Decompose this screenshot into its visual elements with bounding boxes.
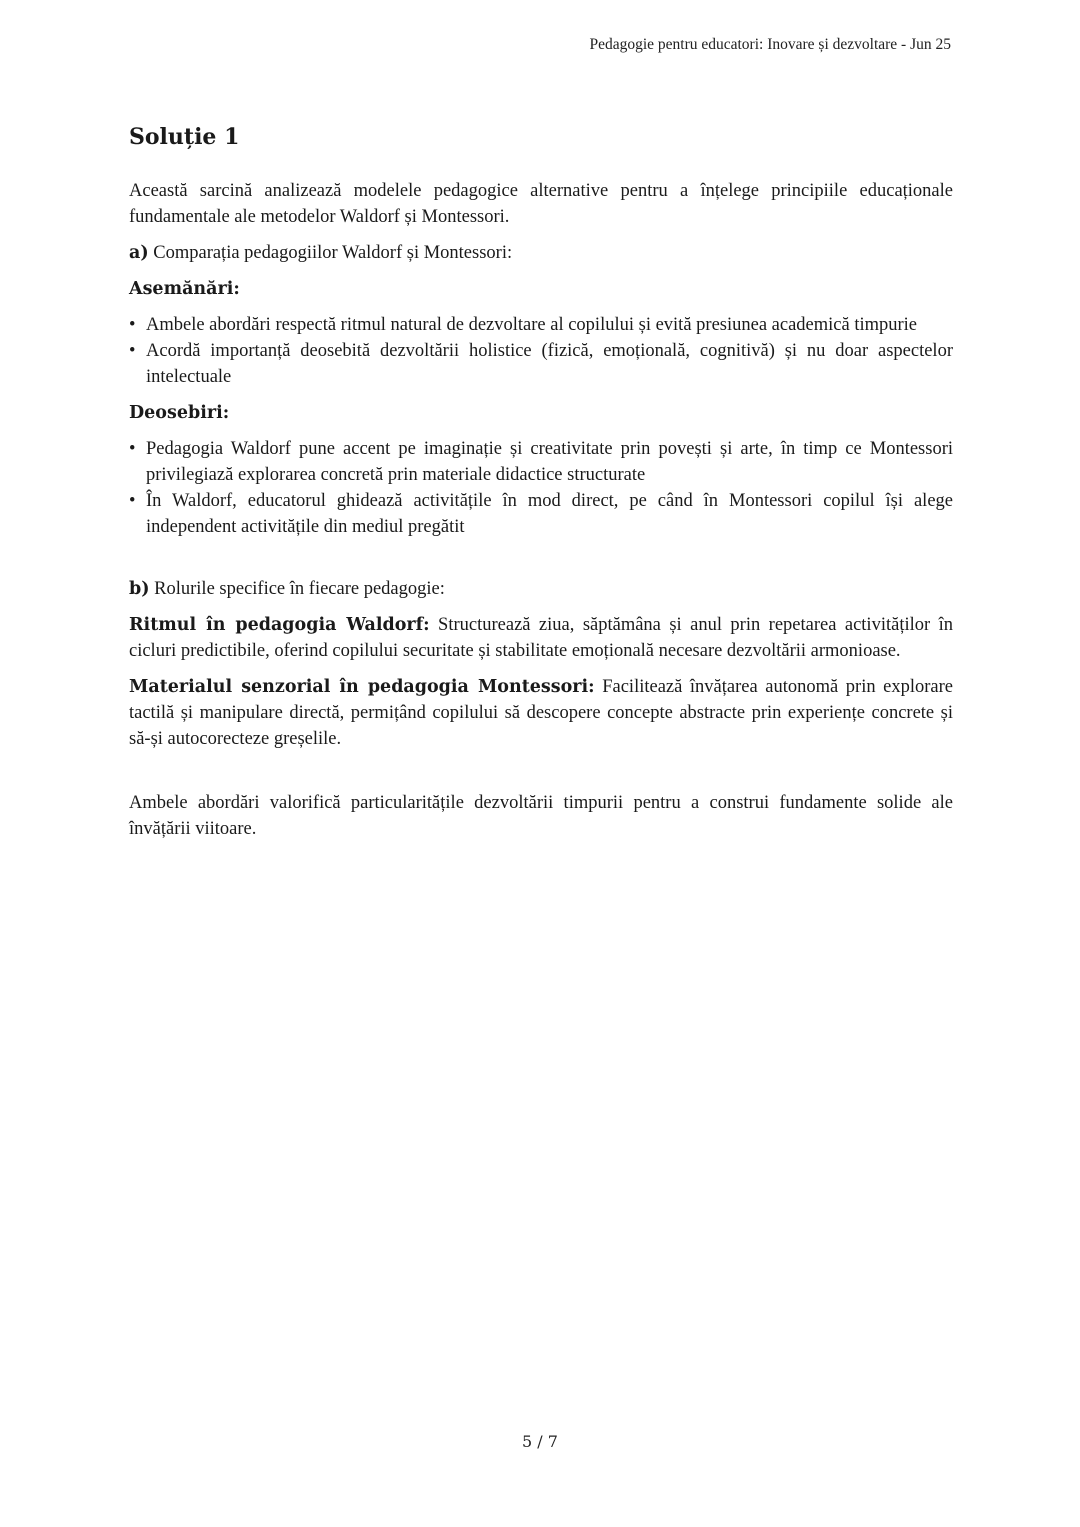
part-b-marker: b) <box>129 579 150 599</box>
rhythm-label: Ritmul în pedagogia Waldorf: <box>129 615 430 635</box>
page-content <box>129 120 953 852</box>
material-paragraph <box>129 674 953 752</box>
conclusion-paragraph: Ambele abordări valorifică particularitățile dezvoltării timpurii pentru a construi fundamente solide ale învățării viitoare. <box>129 793 953 839</box>
similarities-list <box>129 312 953 390</box>
list-item: • Pedagogia Waldorf pune accent pe imaginație și creativitate prin povești și arte, în timp ce Montessori privilegiază explorarea concretă prin materiale didactice structurate <box>129 436 953 488</box>
part-a-marker: a) <box>129 243 149 263</box>
part-b-text: Rolurile specifice în fiecare pedagogie: <box>149 579 445 599</box>
running-header: Pedagogie pentru educatori: Inovare și dezvoltare - Jun 25 <box>589 36 951 53</box>
list-item: • Acordă importanță deosebită dezvoltării holistice (fizică, emoțională, cognitivă) și nu doar aspectelor intelectuale <box>129 338 953 390</box>
rhythm-text: Structurează ziua, săptămâna și anul prin repetarea activităților în cicluri predictibile, oferind copilului securitate și stabilitate emoțională necesare dezvoltării armonioase. <box>129 615 953 661</box>
differences-heading <box>129 400 953 426</box>
page-number: 5 / 7 <box>522 1432 558 1451</box>
rhythm-paragraph <box>129 612 953 664</box>
part-a-text: Comparația pedagogiilor Waldorf și Montessori: <box>148 243 513 263</box>
intro-paragraph: Această sarcină analizează modelele pedagogice alternative pentru a înțelege principiile educaționale fundamentale ale metodelor Waldorf și Montessori. <box>129 181 953 227</box>
similarities-label: Asemănări: <box>129 279 240 299</box>
material-text: Facilitează învățarea autonomă prin explorare tactilă și manipulare directă, permițând copilului să descopere concepte abstracte prin experiențe concrete și să-și autocorecteze greșelile. <box>129 677 954 749</box>
material-label: Materialul senzorial în pedagogia Montessori: <box>129 677 595 697</box>
differences-label: Deosebiri: <box>129 403 230 423</box>
list-item: • În Waldorf, educatorul ghidează activitățile în mod direct, pe când în Montessori copilul își alege independent activitățile din mediul pregătit <box>129 488 953 540</box>
spacer <box>129 762 953 790</box>
spacer <box>129 550 953 576</box>
differences-list <box>129 436 953 540</box>
part-b-heading <box>129 576 953 602</box>
part-a-heading <box>129 240 953 266</box>
section-title: Soluție 1 <box>129 124 240 150</box>
similarities-heading <box>129 276 953 302</box>
list-item: • Ambele abordări respectă ritmul natural de dezvoltare al copilului și evită presiunea academică timpurie <box>129 312 953 338</box>
